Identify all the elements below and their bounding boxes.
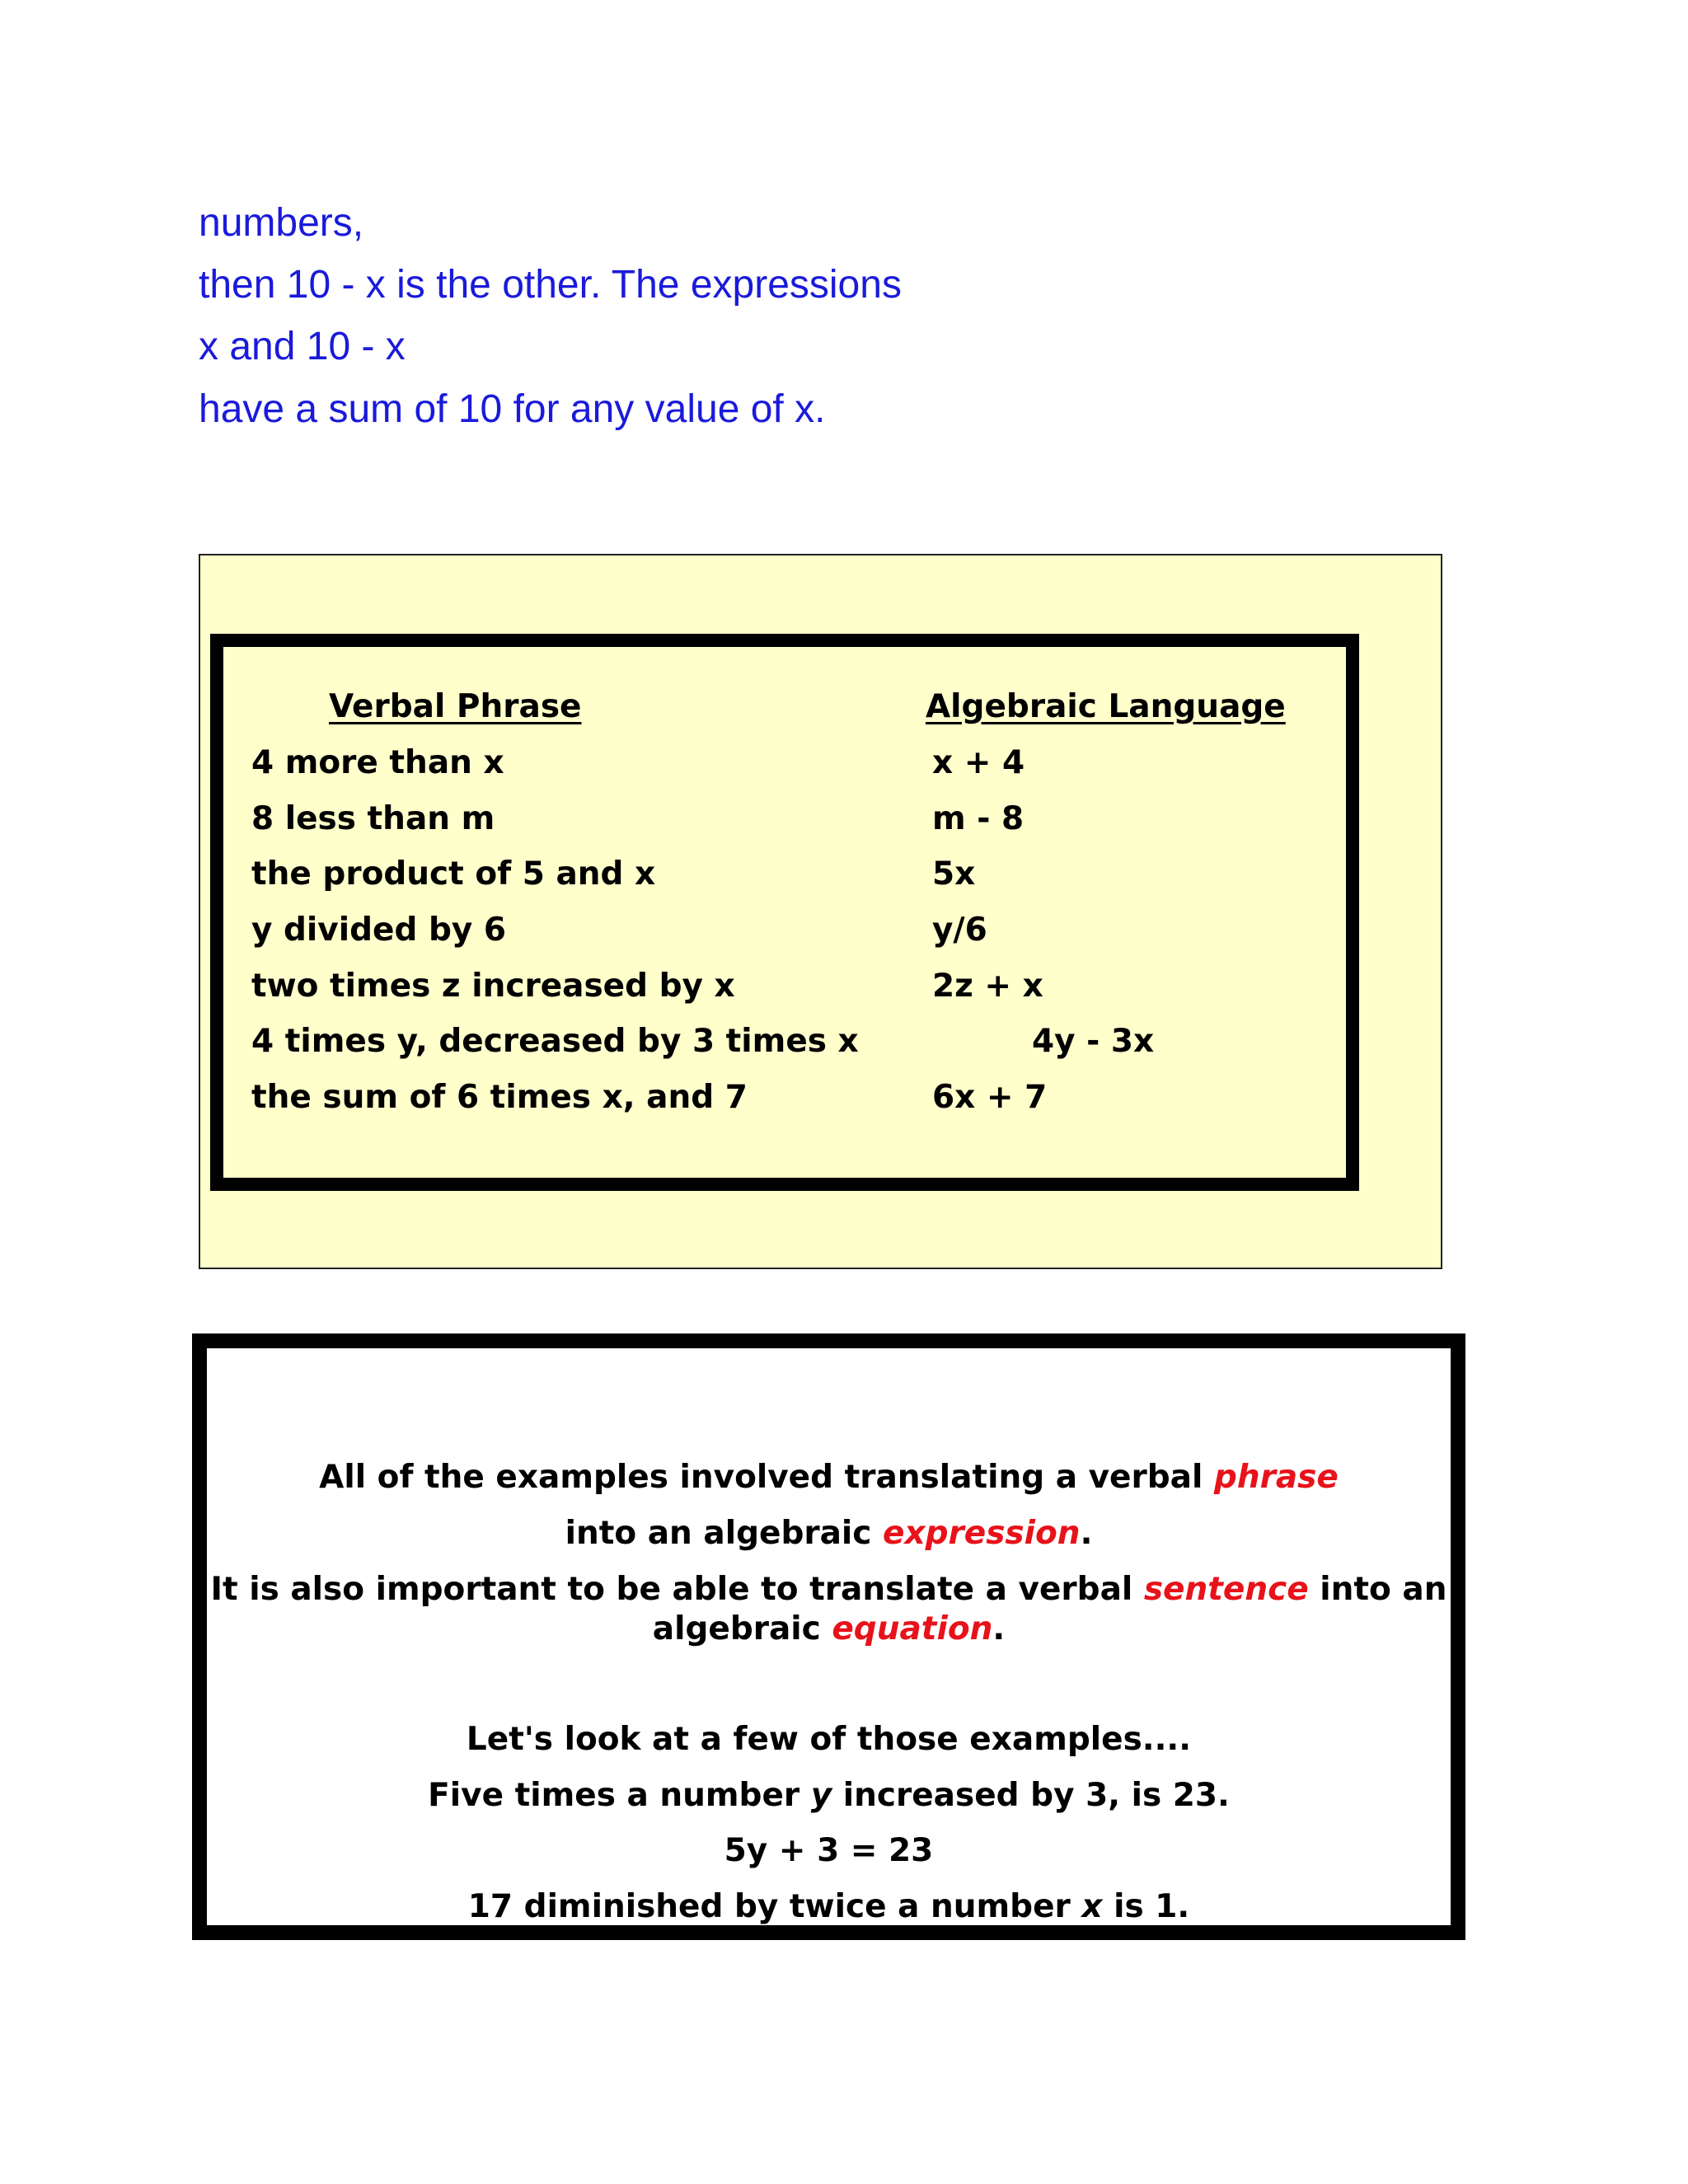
table-row-verbal: the product of 5 and x [251, 855, 656, 893]
summary-line-8: 17 diminished by twice a number x is 1. [467, 1888, 1190, 1925]
table-row-algebraic: 6x + 7 [932, 1079, 1048, 1116]
keyword-expression: expression [883, 1515, 1081, 1552]
keyword-sentence: sentence [1143, 1571, 1309, 1608]
table-row-verbal: 4 more than x [251, 744, 504, 781]
header-algebraic-language: Algebraic Language [926, 688, 1286, 725]
summary-box [192, 1333, 1465, 1940]
intro-line-1: numbers, [199, 201, 364, 245]
summary-line-5: Let's look at a few of those examples.... [466, 1721, 1192, 1758]
intro-line-3: x and 10 - x [199, 325, 406, 368]
keyword-phrase: phrase [1213, 1459, 1339, 1496]
table-row-verbal: y divided by 6 [251, 912, 506, 949]
summary-line-4: algebraic equation. [652, 1610, 1006, 1647]
table-row-verbal: 8 less than m [251, 800, 495, 837]
table-row-algebraic: 4y - 3x [1032, 1023, 1155, 1060]
summary-line-1: All of the examples involved translating a verbal phrase [319, 1459, 1339, 1496]
translation-panel [199, 554, 1442, 1269]
summary-line-7: 5y + 3 = 23 [724, 1832, 934, 1869]
table-row-algebraic: x + 4 [932, 744, 1025, 781]
table-row-verbal: 4 times y, decreased by 3 times x [251, 1023, 859, 1060]
table-row-algebraic: 5x [932, 855, 976, 893]
header-verbal-phrase: Verbal Phrase [329, 688, 582, 725]
table-row-verbal: the sum of 6 times x, and 7 [251, 1079, 748, 1116]
intro-line-4: have a sum of 10 for any value of x. [199, 387, 826, 431]
keyword-equation: equation [832, 1610, 993, 1647]
table-row-verbal: two times z increased by x [251, 968, 735, 1005]
summary-line-3: It is also important to be able to translate a verbal sentence into an [210, 1571, 1447, 1608]
summary-line-2: into an algebraic expression. [565, 1515, 1093, 1552]
table-row-algebraic: m - 8 [932, 800, 1025, 837]
translation-table [210, 634, 1359, 1191]
summary-line-6: Five times a number y increased by 3, is 23. [428, 1777, 1230, 1814]
table-row-algebraic: y/6 [932, 912, 987, 949]
intro-line-2: then 10 - x is the other. The expressions [199, 263, 902, 307]
table-row-algebraic: 2z + x [932, 968, 1043, 1005]
